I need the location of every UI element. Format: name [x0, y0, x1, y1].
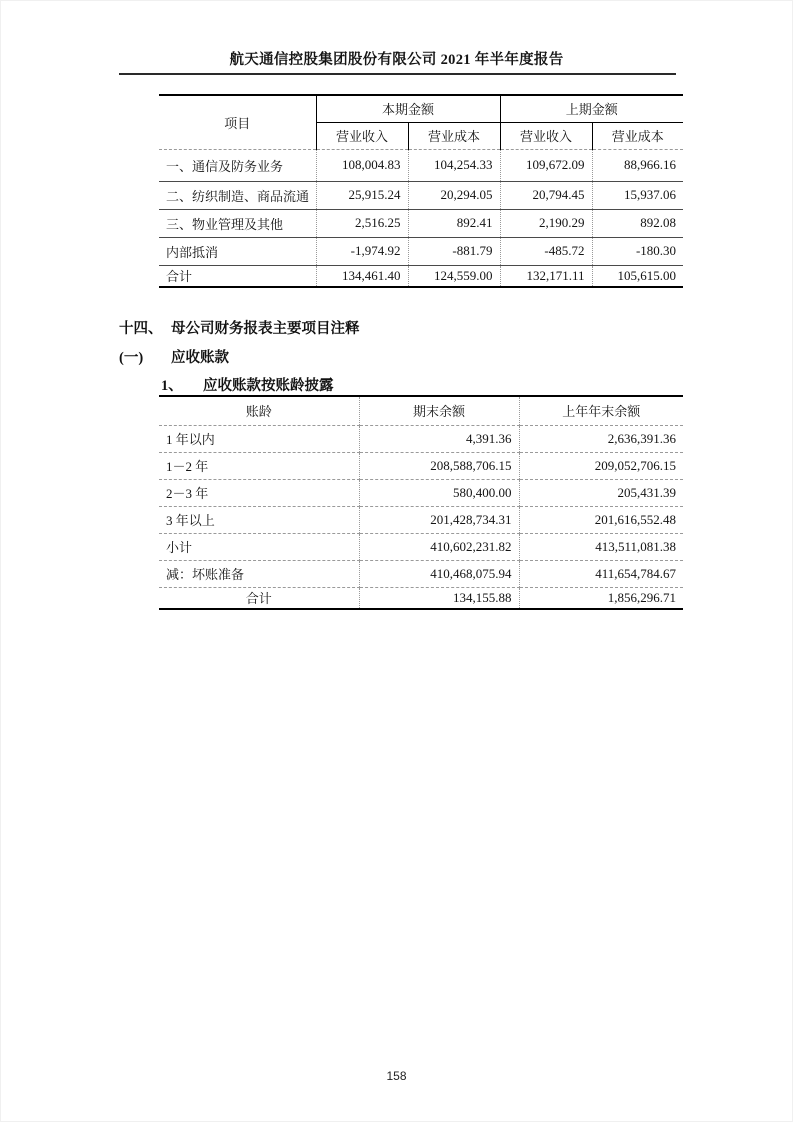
value-cell: 1,856,296.71 [519, 587, 683, 609]
value-cell: 124,559.00 [408, 265, 500, 287]
value-cell: 105,615.00 [592, 265, 683, 287]
col-header-revenue-prior: 营业收入 [500, 122, 592, 149]
value-cell: 201,428,734.31 [359, 506, 519, 533]
value-cell: 15,937.06 [592, 181, 683, 209]
value-cell: 20,294.05 [408, 181, 500, 209]
segment-table-header-row-1 [159, 95, 683, 122]
value-cell: 20,794.45 [500, 181, 592, 209]
value-cell: -1,974.92 [316, 237, 408, 265]
value-cell: 201,616,552.48 [519, 506, 683, 533]
value-cell: 205,431.39 [519, 479, 683, 506]
table-row [159, 209, 683, 237]
subitem-title: 应收账款按账龄披露 [203, 378, 334, 394]
section-title: 母公司财务报表主要项目注释 [171, 321, 360, 337]
value-cell: 209,052,706.15 [519, 452, 683, 479]
table-row [159, 181, 683, 209]
value-cell: 25,915.24 [316, 181, 408, 209]
col-header-cost-prior: 营业成本 [611, 129, 664, 144]
value-cell: 134,461.40 [316, 265, 408, 287]
table-row [159, 425, 683, 452]
table-row [159, 149, 683, 181]
receivables-aging-table [159, 395, 683, 610]
subitem-number: 1、 [161, 378, 183, 394]
header-rule-divider [119, 73, 676, 75]
value-cell: 108,004.83 [316, 149, 408, 181]
row-label: 3 年以上 [159, 506, 359, 533]
section-number: 十四、 [119, 321, 163, 337]
value-cell: 892.08 [592, 209, 683, 237]
col-header-aging: 账龄 [159, 396, 359, 425]
value-cell: -881.79 [408, 237, 500, 265]
row-label: 合计 [159, 265, 316, 287]
value-cell: 208,588,706.15 [359, 452, 519, 479]
col-header-current-period: 本期金额 [316, 95, 500, 122]
value-cell: 109,672.09 [500, 149, 592, 181]
value-cell: 2,636,391.36 [519, 425, 683, 452]
value-cell: 132,171.11 [500, 265, 592, 287]
value-cell: -485.72 [500, 237, 592, 265]
row-label: 内部抵消 [159, 237, 316, 265]
row-label: 合计 [159, 587, 359, 609]
col-header-prior-period: 上期金额 [500, 95, 683, 122]
segment-results-table [159, 94, 683, 288]
value-cell: 2,190.29 [500, 209, 592, 237]
table-row-subtotal [159, 533, 683, 560]
value-cell: 104,254.33 [408, 149, 500, 181]
row-label: 一、通信及防务业务 [159, 149, 316, 181]
table-row [159, 560, 683, 587]
table-row-total [159, 265, 683, 287]
table-row [159, 237, 683, 265]
subsection-heading-1 [119, 346, 229, 367]
subsection-number: (一) [119, 350, 144, 366]
table-row [159, 479, 683, 506]
table-row [159, 506, 683, 533]
table-row [159, 452, 683, 479]
row-label: 二、纺织制造、商品流通 [159, 181, 316, 209]
value-cell: 4,391.36 [359, 425, 519, 452]
value-cell: 411,654,784.67 [519, 560, 683, 587]
col-header-cost-current: 营业成本 [408, 122, 500, 149]
col-header-prior-year-balance: 上年年末余额 [562, 404, 641, 420]
aging-table-header-row [159, 396, 683, 425]
document-header-title: 航天通信控股集团股份有限公司 2021 年半年度报告 [229, 52, 564, 68]
value-cell: 88,966.16 [592, 149, 683, 181]
table-row-total [159, 587, 683, 609]
value-cell: 413,511,081.38 [519, 533, 683, 560]
row-label: 三、物业管理及其他 [159, 209, 316, 237]
section-heading-14 [119, 317, 360, 338]
subsection-title: 应收账款 [171, 350, 229, 366]
value-cell: -180.30 [592, 237, 683, 265]
row-label: 1－2 年 [159, 452, 359, 479]
value-cell: 410,468,075.94 [359, 560, 519, 587]
value-cell: 410,602,231.82 [359, 533, 519, 560]
row-label: 2－3 年 [159, 479, 359, 506]
value-cell: 892.41 [408, 209, 500, 237]
subitem-heading-1 [161, 374, 334, 395]
page-number: 158 [386, 1069, 407, 1083]
row-label: 减：坏账准备 [159, 560, 359, 587]
col-header-ending-balance: 期末余额 [359, 396, 519, 425]
col-header-item: 项目 [159, 95, 316, 149]
col-header-revenue-current: 营业收入 [316, 122, 408, 149]
value-cell: 134,155.88 [359, 587, 519, 609]
value-cell: 2,516.25 [316, 209, 408, 237]
row-label: 小计 [159, 533, 359, 560]
value-cell: 580,400.00 [359, 479, 519, 506]
row-label: 1 年以内 [159, 425, 359, 452]
